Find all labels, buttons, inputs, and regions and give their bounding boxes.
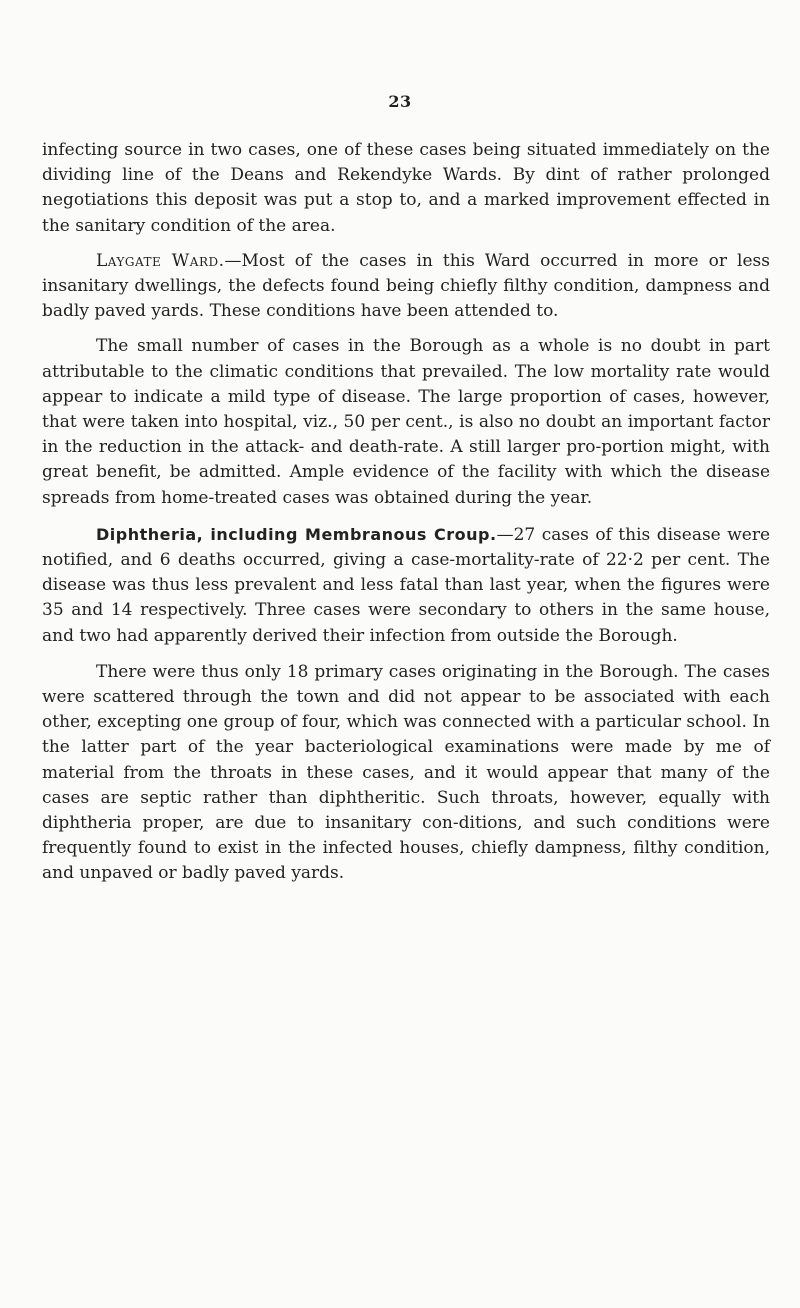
body-text [42,138,770,898]
page-number: 23 [388,92,412,111]
diphtheria-heading: Diphtheria, including Membranous Croup. [96,524,497,544]
paragraph-borough-summary: The small number of cases in the Borough as a whole is no doubt in part attributable to the climatic conditions that prevailed. The low mortality rate would appear to indicate a mild type of disease. The large proportion of cases, however, that were taken into hospital, viz., 50 per cent., is also no doubt an important factor in the reduction in the attack- and death-rate. A still larger pro-portion might, with great benefit, be admitted. Ample evidence of the facility with which the disease spreads from home-treated cases was obtained during the year. [42,336,770,508]
diphtheria-body: —27 cases of this disease were notified, and 6 deaths occurred, giving a case-mortality-rate of 22·2 per cent. The disease was thus less prevalent and less fatal than last year, when the figures were 35 and 14 respectively. Three cases were secondary to others in the same house, and two had apparently derived their infection from outside the Borough. [42,524,771,646]
laygate-ward-heading: Laygate Ward. [96,250,225,271]
paragraph-diphtheria [42,522,770,649]
paragraph-primary-cases: There were thus only 18 primary cases originating in the Borough. The cases were scattered through the town and did not appear to be associated with each other, excepting one group of four, which was connected with a particular school. In the latter part of the year bacteriological examinations were made by me of material from the throats in these cases, and it would appear that many of the cases are septic rather than diphtheritic. Such throats, however, equally with diphtheria proper, are due to insanitary con-ditions, and such conditions were frequently found to exist in the infected houses, chiefly dampness, filthy condition, and unpaved or badly paved yards. [42,661,770,884]
paragraph-deposit-continuation: infecting source in two cases, one of these cases being situated immediately on the dividing line of the Deans and Rekendyke Wards. By dint of rather prolonged negotiations this deposit was put a stop to, and a marked improvement effected in the sanitary condition of the area. [42,140,770,236]
laygate-ward-body: —Most of the cases in this Ward occurred in more or less insanitary dwellings, the defects found being chiefly filthy condition, dampness and badly paved yards. These conditions have been attended to. [42,250,771,322]
paragraph-laygate-ward [42,249,770,325]
